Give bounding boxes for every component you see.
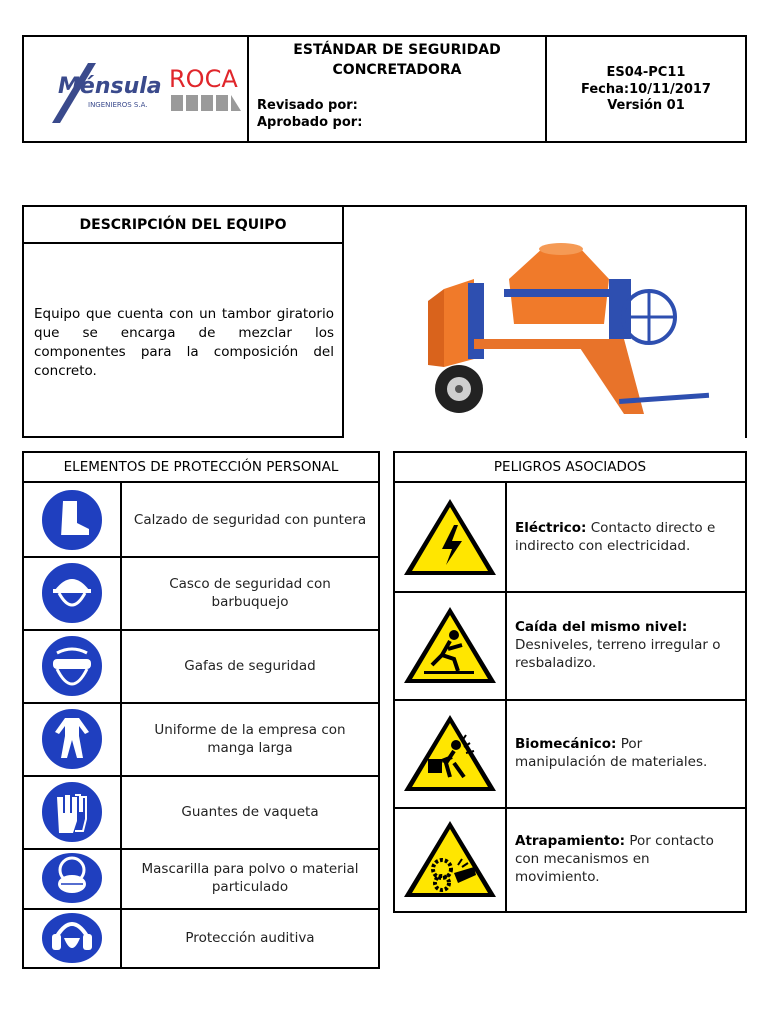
hazard-description: Contacto directo e indirecto con electricidad. bbox=[515, 520, 716, 554]
hazard-text bbox=[515, 591, 737, 699]
ppe-heading: ELEMENTOS DE PROTECCIÓN PERSONAL bbox=[24, 453, 378, 483]
hazard-text bbox=[515, 699, 737, 807]
hazard-row bbox=[395, 483, 745, 593]
hazard-row bbox=[395, 591, 745, 701]
concrete-mixer-image bbox=[414, 239, 714, 419]
ppe-label: Casco de seguridad con barbuquejo bbox=[169, 575, 331, 610]
gloves-icon bbox=[24, 775, 122, 848]
ppe-row bbox=[24, 483, 378, 558]
svg-text:ROCA: ROCA bbox=[169, 65, 238, 93]
mensula-logo bbox=[48, 57, 162, 127]
roca-logo bbox=[169, 65, 245, 117]
document-code: ES04-PC11 bbox=[606, 65, 686, 80]
coverall-icon bbox=[24, 702, 122, 775]
document-header bbox=[22, 35, 747, 143]
svg-text:INGENIEROS S.A.: INGENIEROS S.A. bbox=[88, 101, 148, 109]
hazard-description: Desniveles, terreno irregular o resbaladizo. bbox=[515, 637, 721, 671]
hazard-text bbox=[515, 807, 737, 911]
ppe-row bbox=[24, 556, 378, 631]
safety-boot-icon bbox=[24, 483, 122, 556]
reviewed-by-label: Revisado por: bbox=[257, 98, 358, 113]
lifting-hazard-icon bbox=[395, 699, 507, 807]
equipment-description-box bbox=[22, 205, 344, 438]
equipment-image-frame bbox=[344, 205, 747, 438]
dust-mask-icon bbox=[24, 848, 122, 908]
ear-protection-icon bbox=[24, 908, 122, 967]
hazard-title: Atrapamiento: bbox=[515, 833, 626, 849]
hazards-table bbox=[393, 451, 747, 913]
entanglement-icon bbox=[395, 807, 507, 911]
goggles-icon bbox=[24, 629, 122, 702]
slip-trip-icon bbox=[395, 591, 507, 699]
hazard-row bbox=[395, 699, 745, 809]
electric-hazard-icon bbox=[395, 483, 507, 591]
ppe-row bbox=[24, 908, 378, 967]
hazard-title: Caída del mismo nivel: bbox=[515, 619, 688, 635]
ppe-label: Mascarilla para polvo o material particulado bbox=[141, 861, 359, 895]
description-heading: DESCRIPCIÓN DEL EQUIPO bbox=[24, 207, 342, 244]
hazards-heading: PELIGROS ASOCIADOS bbox=[395, 453, 745, 483]
ppe-label: Guantes de vaqueta bbox=[181, 803, 319, 820]
document-date: Fecha:10/11/2017 bbox=[581, 82, 711, 97]
description-text: Equipo que cuenta con un tambor giratorio que se encarga de mezclar los componentes para la composición del concreto. bbox=[34, 306, 334, 379]
hazard-description: Por manipulación de materiales. bbox=[515, 736, 708, 770]
logos-cell bbox=[24, 37, 249, 141]
ppe-table bbox=[22, 451, 380, 969]
document-subtitle: CONCRETADORA bbox=[332, 62, 462, 78]
ppe-row bbox=[24, 629, 378, 704]
hazard-description: Por contacto con mecanismos en movimiento. bbox=[515, 833, 714, 885]
helmet-icon bbox=[24, 556, 122, 629]
ppe-label: Uniforme de la empresa con manga larga bbox=[154, 721, 346, 756]
hazard-text bbox=[515, 483, 737, 591]
ppe-row bbox=[24, 848, 378, 910]
hazard-row bbox=[395, 807, 745, 911]
meta-cell bbox=[547, 37, 745, 141]
title-cell bbox=[249, 37, 547, 141]
ppe-label: Protección auditiva bbox=[185, 929, 315, 946]
hazard-title: Eléctrico: bbox=[515, 520, 587, 536]
document-title: ESTÁNDAR DE SEGURIDAD bbox=[293, 42, 501, 58]
ppe-label: Calzado de seguridad con puntera bbox=[133, 511, 367, 528]
approved-by-label: Aprobado por: bbox=[257, 115, 363, 130]
svg-text:Ménsula: Ménsula bbox=[58, 74, 162, 99]
ppe-label: Gafas de seguridad bbox=[184, 657, 316, 674]
document-version: Versión 01 bbox=[607, 98, 685, 113]
ppe-row bbox=[24, 775, 378, 850]
hazard-title: Biomecánico: bbox=[515, 736, 617, 752]
ppe-row bbox=[24, 702, 378, 777]
